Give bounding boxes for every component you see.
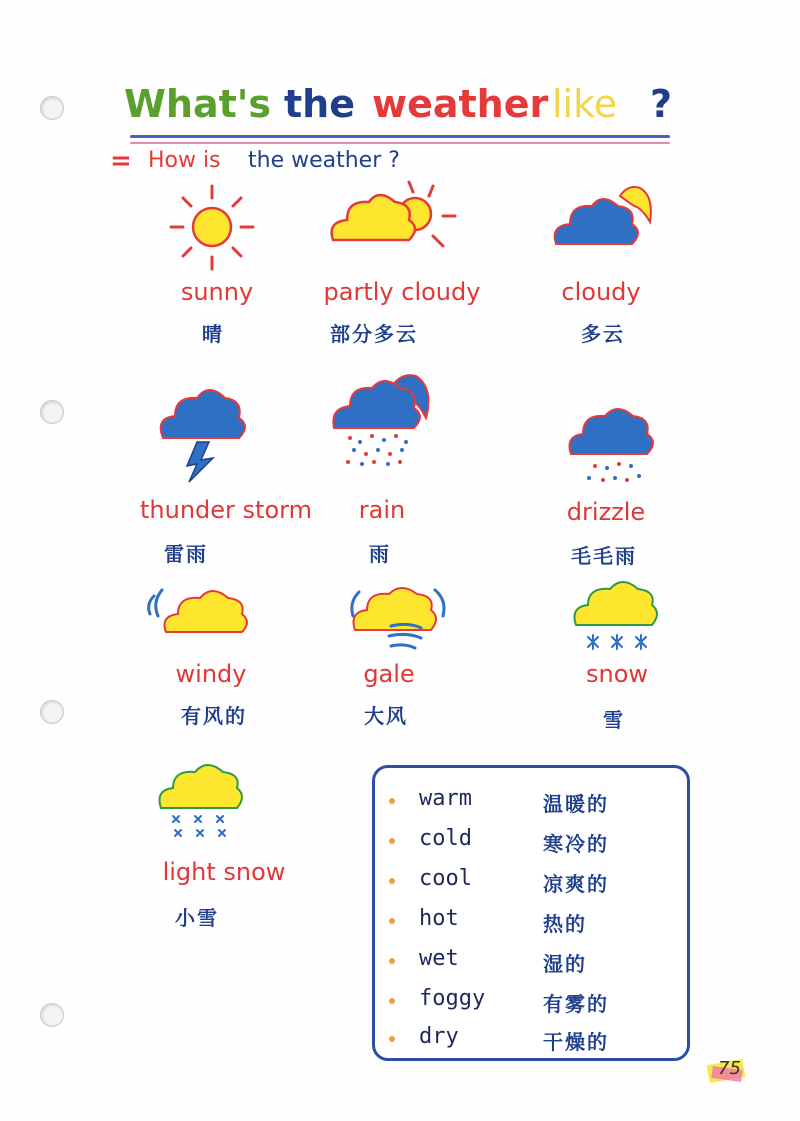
label-cn-light-snow: 小雪 (175, 906, 219, 930)
sun-icon (165, 180, 260, 275)
vocab-row (375, 904, 687, 942)
label-en-partly-cloudy: partly cloudy (323, 278, 481, 306)
vocab-cn: 凉爽的 (543, 872, 609, 896)
title-word-weather: weather (372, 82, 549, 126)
label-cn-rain: 雨 (369, 542, 391, 566)
thunderstorm-icon (155, 380, 255, 485)
title-underline-blue (130, 135, 670, 138)
vocab-cn: 湿的 (543, 952, 587, 976)
label-cn-drizzle: 毛毛雨 (571, 544, 637, 568)
title-question-mark: ? (650, 82, 673, 126)
label-cn-partly-cloudy: 部分多云 (330, 322, 418, 346)
page-number-text: 75 (718, 1058, 741, 1079)
title-underline-pink (130, 142, 670, 144)
vocab-en: foggy (419, 986, 486, 1011)
bullet-dot (389, 918, 395, 924)
label-en-cloudy: cloudy (561, 278, 641, 306)
binder-hole-1 (40, 96, 64, 120)
label-cn-snow: 雪 (603, 708, 625, 732)
vocab-row (375, 864, 687, 902)
gale-icon (345, 580, 450, 655)
snow-icon (568, 575, 663, 655)
label-cn-windy: 有风的 (181, 704, 247, 728)
rain-icon (330, 370, 435, 470)
title-word-the: the (284, 82, 355, 126)
vocab-cn: 有雾的 (543, 992, 609, 1016)
binder-hole-2 (40, 400, 64, 424)
label-cn-thunderstorm: 雷雨 (164, 542, 208, 566)
label-en-snow: snow (585, 660, 649, 688)
label-en-sunny: sunny (180, 278, 254, 306)
vocab-row (375, 984, 687, 1022)
vocab-en: cool (419, 866, 472, 891)
vocab-cn: 干燥的 (543, 1030, 609, 1054)
vocab-en: wet (419, 946, 459, 971)
page-number (708, 1056, 748, 1086)
label-cn-gale: 大风 (364, 704, 408, 728)
vocab-row (375, 784, 687, 822)
title-word-whats: What's (124, 82, 272, 126)
vocabulary-box (372, 765, 690, 1061)
bullet-dot (389, 958, 395, 964)
vocab-cn: 温暖的 (543, 792, 609, 816)
bullet-dot (389, 878, 395, 884)
windy-icon (142, 582, 252, 642)
label-en-thunderstorm: thunder storm (140, 496, 312, 524)
light-snow-icon (155, 758, 250, 843)
page-title (122, 82, 682, 142)
bullet-dot (389, 798, 395, 804)
vocab-en: dry (419, 1024, 459, 1049)
label-en-gale: gale (363, 660, 415, 688)
subtitle-part-2: the weather ? (248, 148, 400, 173)
vocab-en: hot (419, 906, 459, 931)
partly-cloudy-icon (325, 178, 460, 258)
vocab-row (375, 944, 687, 982)
vocab-cn: 寒冷的 (543, 832, 609, 856)
subtitle-part-1: How is (148, 148, 221, 173)
drizzle-icon (565, 400, 665, 495)
label-en-light-snow: light snow (162, 858, 286, 886)
vocab-en: warm (419, 786, 472, 811)
bullet-dot (389, 998, 395, 1004)
binder-hole-4 (40, 1003, 64, 1027)
vocab-cn: 热的 (543, 912, 587, 936)
label-cn-sunny: 晴 (202, 322, 224, 346)
vocab-row (375, 1022, 687, 1060)
bullet-dot (389, 838, 395, 844)
label-en-drizzle: drizzle (566, 498, 646, 526)
bullet-dot (389, 1036, 395, 1042)
cloud-icon (550, 182, 660, 252)
label-en-rain: rain (358, 496, 406, 524)
title-word-like: like (552, 82, 618, 126)
label-en-windy: windy (175, 660, 247, 688)
label-cn-cloudy: 多云 (581, 322, 625, 346)
vocab-en: cold (419, 826, 472, 851)
vocab-row (375, 824, 687, 862)
subtitle-mark: = (110, 146, 132, 176)
binder-hole-3 (40, 700, 64, 724)
